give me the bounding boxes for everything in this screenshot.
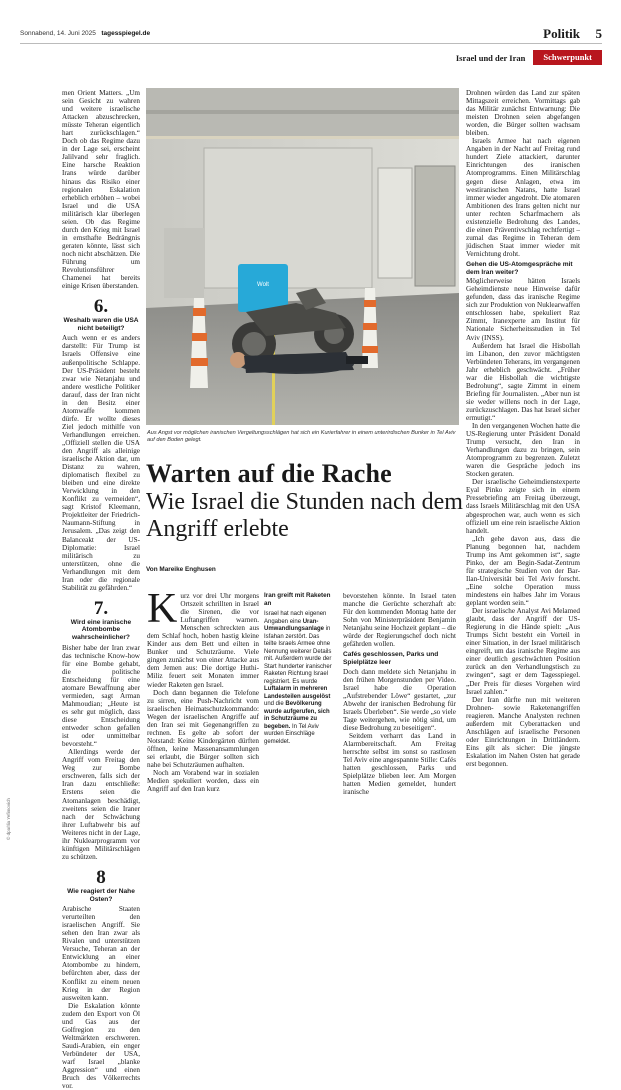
page-number: 5 <box>595 26 602 41</box>
subheading: Cafés geschlossen, Parks und Spielplätze leer <box>343 651 439 666</box>
paragraph: Israels Armee hat nach eigenen Angaben in der Nacht auf Freitag rund hundert Ziele attackiert, darunter Einrichtungen des iranischen Atomprogramms. Einen Militärschlag gegen diese Anlagen, etwa im westiranischen Natans, hatte Israel immer wieder angedroht. Die atomaren Ambitionen des Irans gelten nicht nur unter rechten Scharfmachern als existenzielle Bedrohung des Landes, die einen Präventivschlag rechtfertigt – zumal das Regime in Teheran dem jüdischen Staat immer wieder mit Vernichtung droht. <box>466 137 580 258</box>
paragraph: In den vergangenen Wochen hatte die US-Regierung unter Präsident Donald Trump versucht, den Iran in Verhandlungen dazu zu bringen, sein Atomprogramm zu begrenzen. Zuletzt waren die Gespräche jedoch ins Stocken geraten. <box>466 422 580 479</box>
question-title: Wird eine iranische Atombombe wahrscheinlicher? <box>70 618 132 642</box>
topic-label: Israel und der Iran <box>455 52 526 63</box>
paragraph: Der Iran dürfte nun mit weiteren Drohnen- sowie Raketenangriffen reagieren. Manche Analysten rechnen außerdem mit Cyberattacken und Anschlägen auf israelische Personen oder Einrichtungen in Drittländern. Eins gilt als sicher: Die jüngste Eskalation im Nahen Osten hat gerade erst begonnen. <box>466 695 580 768</box>
info-box-title: Iran greift mit Raketen an <box>264 592 331 607</box>
news-photo <box>146 88 459 425</box>
page-header <box>20 28 602 44</box>
paragraph: „Ich gehe davon aus, dass die Planung begonnen hat, nachdem Trump ins Amt gekommen ist“, sagte Pinko, der am Begin-Sadat-Zentrum für strategische Studien von der Bar-Ilan-Universität bei Tel Aviv forscht. „Eine solche Operation muss mindestens ein halbes Jahr im Voraus geplant worden sein.“ <box>466 534 580 608</box>
question-column <box>62 89 140 1090</box>
paragraph: Drohnen würden das Land zur späten Mittagszeit erreichen. Vormittags gab das Militär zunächst Entwarnung: Die meisten Drohnen seien abgefangen worden, die Bürger sollten wachsam bleiben. <box>466 89 580 138</box>
question-number: 8 <box>96 866 106 888</box>
photo-credit: © dpa/Ilia Yefimovich <box>6 798 11 840</box>
photo-caption: Aus Angst vor möglichen iranischen Vergeltungsschlägen hat sich ein Kurierfahrer in einem unterirdischen Bunker in Tel Aviv auf den Boden gelegt. <box>147 430 456 443</box>
paragraph: bevorstehen könnte. In Israel taten manche die Gerüchte scherzhaft ab: Für den kommenden Montag hatte der Sohn von Ministerpräsident Benjamin Netanjahu seine Hochzeit geplant – die würde der Regierungschef doch nicht gefährden wollen. <box>343 592 456 649</box>
paragraph: Bisher habe der Iran zwar das technische Know-how für eine Bombe gehabt, die politische Entscheidung für eine atomare Bewaffnung aber vermieden, sagt Arman Mahmoudian; „Heute ist es sehr gut möglich, dass diese Entscheidung entweder schon gefallen ist oder unmittelbar bevorsteht.“ <box>62 643 140 749</box>
question-number: 7. <box>93 597 109 619</box>
question-title: Weshalb waren die USA nicht beteiligt? <box>63 317 139 332</box>
bunker-photo-illustration <box>146 88 459 425</box>
info-box <box>264 592 332 746</box>
paragraph: Die Eskalation könnte zudem den Export von Öl und Gas aus der Golfregion zu den Weltmärkten erschweren. Saudi-Arabien, ein enger Verbündeter der USA, warf Israel „blanke Aggression“ und einen Bruch des Völkerrechts vor. <box>62 1001 140 1090</box>
topic-ribbon <box>456 50 602 65</box>
subheading: Gehen die US-Atomgespräche mit dem Iran weiter? <box>466 260 573 276</box>
question-title: Wie reagiert der Nahe Osten? <box>67 887 135 903</box>
byline: Von Mareike Enghusen <box>146 566 216 573</box>
article-headline: Warten auf die Rache <box>146 459 392 488</box>
paragraph: Seitdem verharrt das Land in Alarmbereitschaft. Am Freitag herrschte selbst im sonst so rastlosen Tel Aviv eine angespannte Stille: Cafés hatten geschlossen, Parks und Spielplätze blieben leer. Am Morgen hatten Medien gemeldet, hundert iranische <box>343 731 456 797</box>
paragraph: urz vor drei Uhr morgens Ortszeit schrillten in Israel die Sirenen, die vor Luftangriffen warnen. Menschen schreckten aus dem Schlaf hoch, hoben hastig kleine Kinder aus dem Bett und eilten in Bunker und Schutzräume. Viele gingen zunächst von einer Attacke aus dem Jemen aus: Die dortige Huthi-Miliz feuert seit Monaten immer wieder Raketen gen Israel. <box>147 592 259 689</box>
paragraph: Allerdings werde der Angriff vom Freitag den Weg zur Bombe erschweren, falls sich der Iran dazu entschließe: Erstens seien die Atomanlagen beschädigt, zweitens seien die Iraner nach der Schwächung ihrer Luftabwehr bis auf Weiteres nicht in der Lage, ihr Nuklearprogramm vor künftigen Militärschlägen zu schützen. <box>62 748 140 861</box>
paragraph: Der israelische Geheimdienstexperte Eyal Pinko zeigte sich in einem Pressebriefing am Freitag überzeugt, dass Israels Militärschlag mit den USA abgesprochen war, auch wenn es sich offiziell um eine rein israelische Aktion handelt. <box>466 478 580 535</box>
paragraph: Auch wenn er es anders darstellt: Für Trump ist Israels Offensive eine außenpolitische Schlappe. Der US-Präsident besteht zwar wie Netanjahu und andere westliche Politiker darauf, dass der Iran nicht in den Besitz einer Atomwaffe kommen dürfe. Er wollte dieses Ziel jedoch mithilfe von Verhandlungen erreichen. „Offiziell stellen die USA den Angriff als alleinige israelische Aktion dar, um Distanz zu wahren, diplomatisch flexibel zu bleiben und eine direkte Verwicklung in den Konflikt zu vermeiden“, sagt Kristof Kleemann, Projektleiter der Friedrich-Naumann-Stiftung in Jerusalem. „Das zeigt den Balanceakt der US-Diplomatie: Israel militärisch zu unterstützen, ohne die Verhandlungen mit dem Iran oder die regionale Stabilität zu gefährden.“ <box>62 334 140 592</box>
paragraph: Möglicherweise hätten Israels Geheimdienste neue Hinweise dafür gefunden, dass das iranische Regime sich zur Produktion von Nuklearwaffen entschlossen habe, spekuliert Raz Zimmt, Iranexperte am Institut für Nationale Sicherheitsstudien in Tel Aviv (INSS). <box>466 277 580 342</box>
issue-date: Sonnabend, 14. Juni 2025 tagesspiegel.de <box>20 30 151 37</box>
paragraph: Außerdem hat Israel die Hisbollah im Libanon, den zuvor mächtigsten Verbündeten Teherans, im vergangenen Jahr erheblich geschwächt. „Früher war die Hisbollah die wichtigste Bedrohung“, sagte Zimmt in einem Briefing für Journalisten. „Aber nun ist sie weder willens noch in der Lage, zurückzuschlagen. Das hat Israel sicher ermutigt.“ <box>466 341 580 422</box>
paragraph: Der israelische Analyst Avi Melamed glaubt, dass der Angriff der US-Regierung in die Hände spielt: „Aus Trumps Sicht besteht ein Vorteil in einer Situation, in der Israel militärisch eingreift, um das iranische Regime aus einer deutlich geschwächten Position zurück an den Verhandlungstisch zu zwingen“, sagt er dem Tagesspiegel. „Der Preis für dieses Vorgehen wird Israel zahlen.“ <box>466 607 580 696</box>
helmet-brand-text: Wolt <box>257 282 269 288</box>
info-box-text: Israel hat nach eigenen Angaben eine Uran-Umwandlungsanlage in Isfahan zerstört. Das teilte Israels Armee ohne Nennung weiterer Details mit. Außerdem wurde der Start hunderter iranischer Raketen Richtung Israel registriert. Es wurde Luftalarm in mehreren Landesteilen ausgelöst und die Bevölkerung wurde aufgerufen, sich in Schutzräume zu begeben. In Tel Aviv wurden Einschläge gemeldet. <box>264 611 332 745</box>
question-number: 6. <box>93 296 109 318</box>
paragraph: men Orient Matters. „Um sein Gesicht zu wahren und weitere israelische Attacken abzuschrecken, müsste Teheran eigentlich hart zurückschlagen.“ Doch ob das Regime dazu in der Lage sei, erscheint Jalilvand sehr fraglich. Eine harsche Reaktion Irans würde darüber hinaus das Risiko einer regionalen Eskalation erheblich erhöhen – wobei Israel und die USA militärisch klar überlegen seien. Ob das Regime durch den Krieg mit Israel in ernsthafte Bedrängnis geraten könnte, lässt sich noch nicht abschätzen. Die Führung um Revolutionsführer Chamenei hat bereits einige Krisen überstanden. <box>62 89 140 291</box>
paragraph: Arabische Staaten verurteilten den israelischen Angriff. Sie sehen den Iran zwar als Rivalen und unterstützen Versuche, Teheran an der Entwicklung an einer Atombombe zu hindern, befürchten aber, dass der Konflikt zu einem neuen Krieg in der Region ausweiten kann. <box>62 905 140 1002</box>
brand-name: tagesspiegel.de <box>101 30 151 37</box>
article-column <box>147 586 259 794</box>
paragraph: Doch dann begannen die Telefone zu sirren, eine Push-Nachricht vom israelischen Heimatschutzkommando: Wegen der israelischen Angriffe auf den Iran sei mit Gegenangriffen zu rechnen. Es gelte ab sofort der Notstand: Keine Kindergärten dürften öffnen, keine Massenansammlungen sei erlaubt, die Bürger sollten sich nahe bei Schutzräumen aufhalten. <box>147 688 259 769</box>
article-column <box>343 592 456 796</box>
section-tag: Schwerpunkt <box>533 50 602 65</box>
drop-cap: K <box>147 586 178 632</box>
paragraph: Noch am Vorabend war in sozialen Medien spekuliert worden, dass ein Angriff auf den Iran kurz <box>147 769 259 794</box>
paragraph: Doch dann meldete sich Netanjahu in den frühen Morgenstunden per Video. Israel habe die Operation „Aufstrebender Löwe“ gestartet, „zur Abwehr der iranischen Bedrohung für Israels Überleben“. Sie werde „so viele Tage weitergehen, wie nötig sind, um diese Bedrohung zu beseitigen“. <box>343 667 456 732</box>
article-column <box>466 89 580 768</box>
section-name: Politik <box>543 26 580 41</box>
article-subheadline: Wie Israel die Stunden nach dem Angriff erlebte <box>146 489 463 542</box>
